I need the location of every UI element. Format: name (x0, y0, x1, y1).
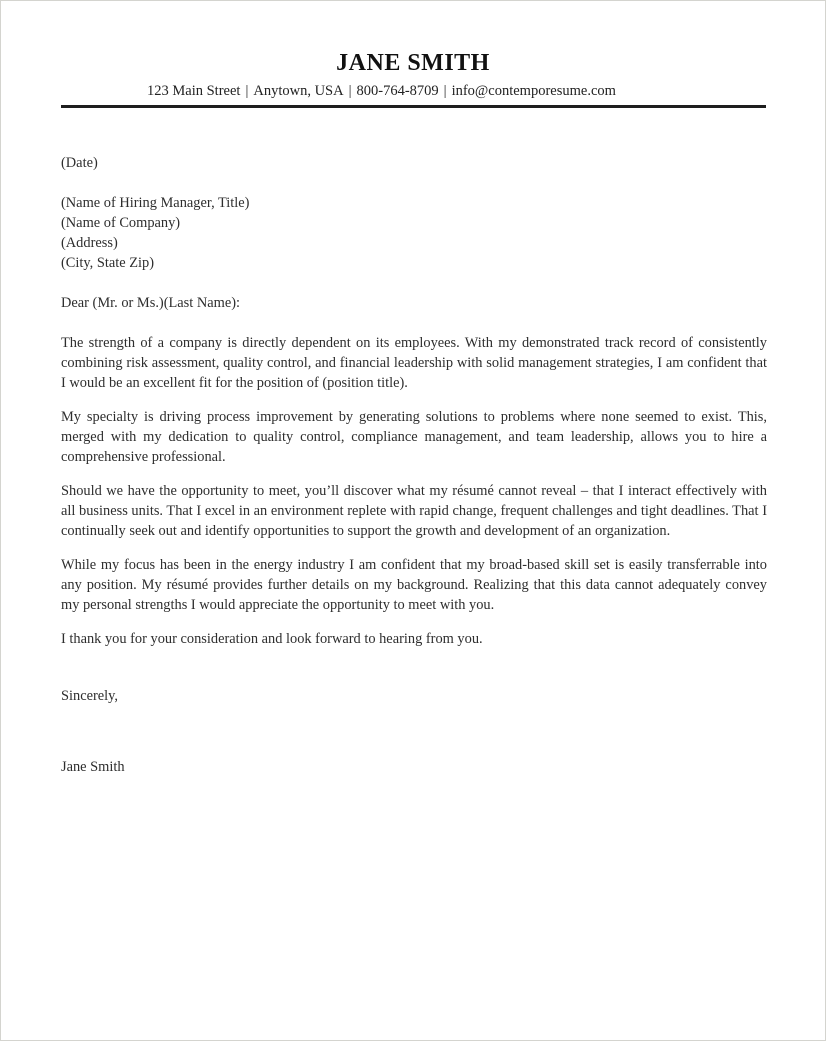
body-paragraph: My specialty is driving process improvement by generating solutions to problems where none seemed to exist. This, merged with my dedication to quality control, compliance management, and team leadership, allows you to hire a comprehensive professional. (61, 409, 767, 465)
contact-separator: | (245, 83, 249, 99)
body-paragraph: While my focus has been in the energy industry I am confident that my broad-based skill set is easily transferrable into any position. My résumé provides further details on my background. Realizing that this data cannot adequately convey my personal strengths I would appreciate the opportunity to meet with you. (61, 557, 767, 613)
letter-date: (Date) (61, 155, 98, 171)
recipient-line: (City, State Zip) (61, 255, 154, 271)
header-divider (61, 105, 766, 108)
recipient-line: (Name of Company) (61, 215, 181, 231)
body-paragraph: The strength of a company is directly dependent on its employees. With my demonstrated track record of consistently combining risk assessment, quality control, and financial leadership with solid management strategies, I am confident that I would be an excellent fit for the position of (position title). (61, 335, 767, 391)
contact-separator: | (348, 83, 352, 99)
recipient-block (61, 193, 767, 273)
signature: Jane Smith (61, 759, 125, 775)
body-paragraph: I thank you for your consideration and look forward to hearing from you. (61, 631, 483, 647)
contact-phone: 800-764-8709 (356, 83, 439, 99)
contact-city: Anytown, USA (253, 83, 344, 99)
salutation: Dear (Mr. or Ms.)(Last Name): (61, 295, 241, 311)
body-paragraph: Should we have the opportunity to meet, you’ll discover what my résumé cannot reveal – that I interact effectively with all business units. That I excel in an environment replete with rapid change, frequent challenges and tight deadlines. That I continually seek out and identify opportunities to support the growth and development of an organization. (61, 483, 767, 539)
contact-separator: | (443, 83, 447, 99)
recipient-line: (Name of Hiring Manager, Title) (61, 195, 250, 211)
contact-line (147, 83, 616, 100)
closing: Sincerely, (61, 688, 119, 704)
recipient-line: (Address) (61, 235, 118, 251)
contact-street: 123 Main Street (147, 83, 241, 99)
applicant-name: JANE SMITH (336, 50, 490, 76)
contact-email: info@contemporesume.com (451, 83, 616, 99)
letter-body (61, 153, 767, 777)
